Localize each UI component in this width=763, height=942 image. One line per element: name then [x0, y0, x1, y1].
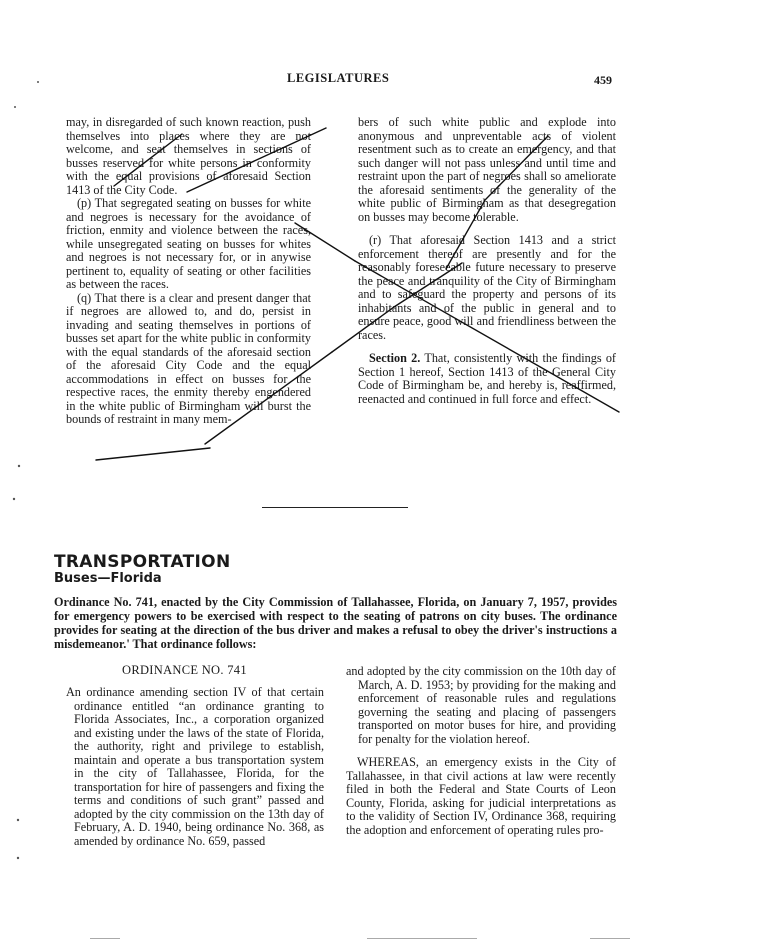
top-left-column — [66, 116, 311, 427]
margin-specks — [13, 81, 39, 859]
page-number: 459 — [594, 73, 612, 87]
paragraph-continuation: may, in disregarded of such known reaction, push themselves into places where they are not welcome, and seat themselves in sections of busses reserved for white persons in conformity with the equal provisions of aforesaid Section 1413 of the City Code. — [66, 115, 311, 197]
cross-out-stroke — [96, 448, 210, 460]
whereas-paragraph: WHEREAS, an emergency exists in the City of Tallahassee, in that civil actions at law were recently filed in both the Federal and State Courts of Leon County, Florida, asking for judicial interpretations as to the validity of Section IV, Ordinance 368, requiring the adoption and enforcement of operating rules pro- — [346, 755, 616, 837]
paragraph-p: (p) That segregated seating on busses for white and negroes is necessary for the avoidance of friction, enmity and violence between the races, while unsegregated seating on busses for whites and negroes is not necessary for, or in anywise pertinent to, equality of seating or other facilities as between the races. — [66, 196, 311, 291]
section-divider — [262, 507, 408, 508]
page-header — [0, 71, 763, 89]
top-right-column — [358, 116, 616, 406]
section-2-label: Section 2. — [369, 351, 421, 365]
section-title: TRANSPORTATION — [54, 552, 231, 572]
paragraph-continuation-right: bers of such white public and explode into anonymous and unpreventable acts of violent resentment such as to create an emergency, and that such danger will not pass unless and until time and restraint upon the part of negroes shall so ameliorate the aforesaid sentiments of the generality of the white public of Birmingham as that desegregation on busses may become tolerable. — [358, 115, 616, 224]
paragraph-r: (r) That aforesaid Section 1413 and a strict enforcement thereof are presently and for the reasonably foreseeable future necessary to preserve the peace and tranquility of the City of Birmingham and to safeguard the property and persons of its inhabitants and of the public in general and to ensure peace, good will and friendliness between the races. — [358, 233, 616, 342]
scan-artifact-line — [367, 938, 477, 939]
section-subtitle: Buses—Florida — [54, 571, 162, 586]
ordinance-title-continuation: and adopted by the city commission on the 10th day of March, A. D. 1953; by providing for the making and enforcement of reasonable rules and regulations governing the seating and placing of passengers transported on motor buses for hire, and providing for penalty for the violation hereof. — [346, 664, 616, 746]
ordinance-summary: Ordinance No. 741, enacted by the City Commission of Tallahassee, Florida, on January 7, 1957, provides for emergency powers to be exercised with respect to the seating of patrons on city buses. The ordinance provides for seating at the direction of the bus driver and makes a refusal to obey the driver's instructions a misdemeanor.' That ordinance follows: — [54, 595, 617, 651]
paragraph-q: (q) That there is a clear and present danger that if negroes are allowed to, and do, persist in invading and seating themselves in portions of busses set apart for the white public in conformity with the equal standards of the aforesaid section of the aforesaid City Code and the equal accommodations in effect on busses for the respective races, the enmity thereby engendered in the white public of Birmingham will burst the bounds of restraint in many mem- — [66, 290, 311, 426]
scan-artifact-line — [590, 938, 630, 939]
bottom-right-column — [346, 665, 616, 837]
section-2-paragraph — [358, 352, 616, 406]
section-2-text: That, consistently with the findings of Section 1 hereof, Section 1413 of the General City Code of Birmingham be, and hereby is, reaffirmed, reenacted and continued in full force and effect. — [358, 351, 616, 406]
ordinance-title-paragraph: An ordinance amending section IV of that certain ordinance entitled “an ordinance granting to Florida Associates, Inc., a corporation organized and existing under the laws of the state of Florida, the authority, right and privilege to establish, maintain and operate a bus transportation system in the city of Tallahassee, Florida, for the transportation for hire of passengers and fixing the terms and conditions of such grant” passed and adopted by the city commission on the 13th day of February, A. D. 1940, being ordinance No. 368, as amended by ordinance No. 659, passed — [66, 685, 324, 848]
ordinance-heading: ORDINANCE NO. 741 — [122, 663, 247, 677]
bottom-left-column — [54, 686, 324, 848]
running-head: LEGISLATURES — [287, 71, 390, 85]
scan-artifact-line — [90, 938, 120, 939]
